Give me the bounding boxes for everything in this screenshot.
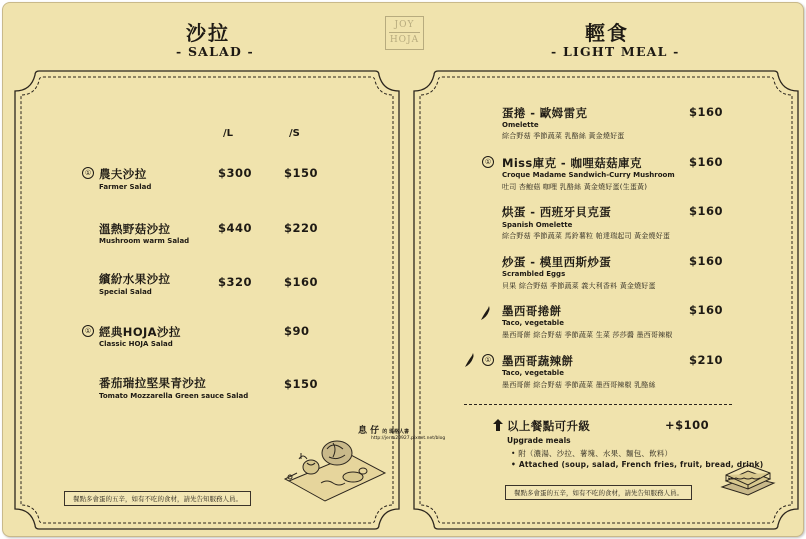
logo-line-1: JOY	[394, 20, 415, 30]
meal-price: $160	[689, 105, 724, 119]
chili-pepper-icon	[479, 305, 493, 321]
item-badge: ①	[82, 325, 94, 337]
salad-name: 農夫沙拉	[99, 167, 147, 181]
meal-name: 炒蛋 - 模里西斯炒蛋	[502, 255, 612, 269]
salad-english-name: Classic HOJA Salad	[99, 340, 173, 348]
upgrade-bullet-cn-text: 附（濃湯、沙拉、薯塊、水果、麵包、飲料）	[518, 449, 673, 458]
meal-price: $160	[689, 155, 724, 169]
salad-name: 經典HOJA沙拉	[99, 325, 181, 339]
price-small: $220	[284, 221, 319, 235]
meal-ingredients: 墨西哥餅 綜合野菇 季節蔬菜 墨西哥辣椒 乳酪絲	[502, 381, 656, 389]
salad-english-name: Special Salad	[99, 288, 152, 296]
meal-english-name: Croque Madame Sandwich-Curry Mushroom	[502, 171, 675, 179]
upgrade-bullet-en-text: Attached (soup, salad, French fries, fruit, bread, drink)	[518, 460, 764, 469]
meal-ingredients: 綜合野菇 季節蔬菜 馬鈴薯粒 帕達瑞起司 黃金燒好蛋	[502, 232, 671, 240]
upgrade-title: 以上餐點可升級	[507, 419, 591, 433]
salad-english-name: Tomato Mozzarella Green sauce Salad	[99, 392, 249, 400]
watermark-name: 息 仔	[358, 426, 380, 436]
salad-name: 番茄瑞拉堅果青沙拉	[99, 376, 207, 390]
meal-english-name: Taco, vegetable	[502, 369, 564, 377]
upgrade-bullet-cn: • 附（濃湯、沙拉、薯塊、水果、麵包、飲料）	[511, 449, 673, 458]
salad-subtitle: - SALAD -	[176, 44, 254, 59]
price-small: $150	[284, 166, 319, 180]
meal-english-name: Scrambled Eggs	[502, 270, 566, 278]
meal-ingredients: 綜合野菇 季節蔬菜 乳酪絲 黃金燒好蛋	[502, 132, 625, 140]
meal-english-name: Spanish Omelette	[502, 221, 573, 229]
watermark-tag: 的 瑪格人書	[382, 429, 410, 435]
price-large: $320	[218, 275, 253, 289]
item-badge: ①	[82, 167, 94, 179]
price-small: $160	[284, 275, 319, 289]
large-size-header: /L	[223, 128, 234, 139]
meal-english-name: Omelette	[502, 121, 539, 129]
salad-title: 沙拉	[186, 21, 230, 45]
up-arrow-icon	[493, 419, 503, 431]
light-meal-title: 輕食	[585, 21, 629, 45]
salad-allergy-note: 餐點多會蛋的五辛，如有不吃的食材，請先告知服務人員。	[64, 491, 251, 506]
meal-price: $210	[689, 353, 724, 367]
small-size-header: /S	[289, 128, 300, 139]
meal-price: $160	[689, 254, 724, 268]
price-large: $440	[218, 221, 253, 235]
meal-name: 蛋捲 - 歐姆雷克	[502, 106, 588, 120]
salad-english-name: Farmer Salad	[99, 183, 152, 191]
meal-name: 墨西哥捲餅	[502, 304, 562, 318]
meal-name: 烘蛋 - 西班牙貝克蛋	[502, 205, 612, 219]
chili-pepper-icon	[463, 352, 477, 368]
salad-name: 繽紛水果沙拉	[99, 272, 171, 286]
light-meal-allergy-note: 餐點多會蛋的五辛，如有不吃的食材，請先告知服務人員。	[505, 485, 692, 500]
meal-name: 墨西哥蔬辣餅	[502, 354, 574, 368]
salad-english-name: Mushroom warm Salad	[99, 237, 190, 245]
price-small: $150	[284, 377, 319, 391]
sandwich-illustration	[718, 451, 778, 501]
upgrade-bullet-en: • Attached (soup, salad, French fries, fruit, bread, drink)	[511, 460, 764, 469]
light-meal-subtitle: - LIGHT MEAL -	[551, 44, 680, 59]
meal-price: $160	[689, 303, 724, 317]
meal-name: Miss庫克 - 咖哩菇菇庫克	[502, 156, 642, 170]
meal-ingredients: 吐司 杏鮑菇 咖哩 乳酪絲 黃金燒好蛋(生蛋黃)	[502, 183, 648, 191]
meal-english-name: Taco, vegetable	[502, 319, 564, 327]
logo-line-2: HOJA	[389, 32, 420, 45]
meal-ingredients: 貝果 綜合野菇 季節蔬菜 義大利香料 黃金燒好蛋	[502, 282, 656, 290]
item-badge: ①	[482, 156, 494, 168]
item-badge: ①	[482, 354, 494, 366]
salad-name: 溫熱野菇沙拉	[99, 222, 171, 236]
meal-price: $160	[689, 204, 724, 218]
watermark-url: http://jerru20927.pixnet.net/blog	[371, 436, 446, 441]
meal-ingredients: 墨西哥餅 綜合野菇 季節蔬菜 生菜 莎莎醬 墨西哥辣椒	[502, 331, 673, 339]
salad-board-illustration	[281, 433, 391, 503]
menu-page	[2, 2, 804, 537]
upgrade-subtitle: Upgrade meals	[507, 436, 571, 445]
joy-hoja-logo	[385, 16, 424, 50]
upgrade-price: +$100	[665, 418, 710, 432]
section-divider	[464, 404, 732, 405]
price-large: $300	[218, 166, 253, 180]
price-small: $90	[284, 324, 310, 338]
